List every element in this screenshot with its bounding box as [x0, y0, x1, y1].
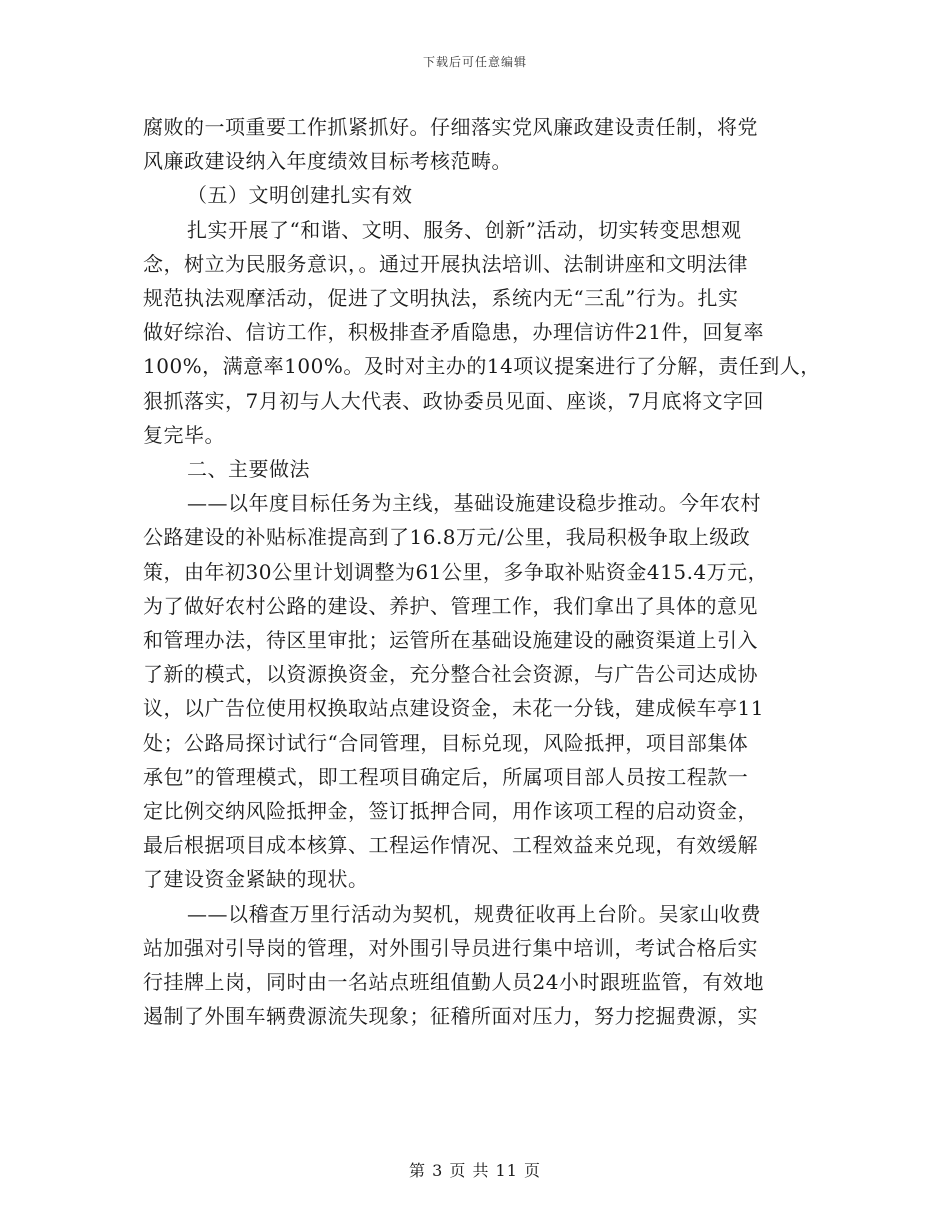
text-line: 做好综治、信访工作，积极排查矛盾隐患，办理信访件21件，回复率	[143, 320, 764, 345]
text-line: 了建设资金紧缺的现状。	[143, 867, 369, 892]
text-line: 念，树立为民服务意识，。通过开展执法培训、法制讲座和文明法律	[143, 251, 748, 276]
text-line: 了新的模式，以资源换资金，充分整合社会资源，与广告公司达成协	[143, 662, 758, 687]
paragraph-continuation	[143, 110, 798, 178]
text-line: 狠抓落实，7月初与人大代表、政协委员见面、座谈，7月底将文字回	[143, 388, 764, 413]
text-line: 扎实开展了“和谐、文明、服务、创新”活动，切实转变思想观	[187, 217, 742, 242]
document-body	[143, 110, 821, 1033]
section-heading-civilization	[143, 178, 798, 212]
text-line: ——以年度目标任务为主线，基础设施建设稳步推动。今年农村	[187, 491, 761, 516]
text-line: 议，以广告位使用权换取站点建设资金，未花一分钱，建成候车亭11	[143, 696, 764, 721]
text-line: 最后根据项目成本核算、工程运作情况、工程效益来兑现，有效缓解	[143, 833, 758, 858]
text-line: 承包”的管理模式，即工程项目确定后，所属项目部人员按工程款一	[143, 764, 749, 789]
text-line: 规范执法观摩活动，促进了文明执法，系统内无“三乱”行为。扎实	[143, 286, 739, 311]
paragraph-infrastructure	[143, 486, 798, 896]
section-heading-methods	[143, 452, 798, 486]
text-line: 公路建设的补贴标准提高到了16.8万元/公里，我局积极争取上级政	[143, 525, 751, 550]
text-line: 和管理办法，待区里审批；运管所在基础设施建设的融资渠道上引入	[143, 628, 758, 653]
subheading-line: （五）文明创建扎实有效	[187, 183, 413, 208]
text-line: 定比例交纳风险抵押金，签订抵押合同，用作该项工程的启动资金，	[143, 799, 758, 824]
page-number-footer: 第 3 页 共 11 页	[409, 1161, 541, 1180]
heading-line: 二、主要做法	[187, 457, 310, 482]
text-line: 行挂牌上岗，同时由一名站点班组值勤人员24小时跟班监管，有效地	[143, 970, 764, 995]
text-line: 腐败的一项重要工作抓紧抓好。仔细落实党风廉政建设责任制，将党	[143, 115, 758, 139]
text-line: 复完毕。	[143, 422, 225, 447]
text-line: 遏制了外围车辆费源流失现象；征稽所面对压力，努力挖掘费源，实	[143, 1004, 758, 1029]
text-line: 处；公路局探讨试行“合同管理，目标兑现，风险抵押，项目部集体	[143, 730, 749, 755]
text-line: ——以稽查万里行活动为契机，规费征收再上台阶。吴家山收费	[187, 901, 761, 926]
text-line: 风廉政建设纳入年度绩效目标考核范畴。	[143, 149, 512, 174]
text-line: 策，由年初30公里计划调整为61公里，多争取补贴资金415.4万元，	[143, 559, 769, 584]
text-line: 为了做好农村公路的建设、养护、管理工作，我们拿出了具体的意见	[143, 593, 758, 618]
page-header-note: 下载后可任意编辑	[422, 55, 527, 69]
paragraph-civilization	[143, 213, 821, 452]
text-line: 站加强对引导岗的管理，对外围引导员进行集中培训，考试合格后实	[143, 935, 758, 960]
paragraph-fee-collection	[143, 897, 798, 1034]
text-line: 100%，满意率100%。及时对主办的14项议提案进行了分解，责任到人，	[143, 354, 821, 379]
